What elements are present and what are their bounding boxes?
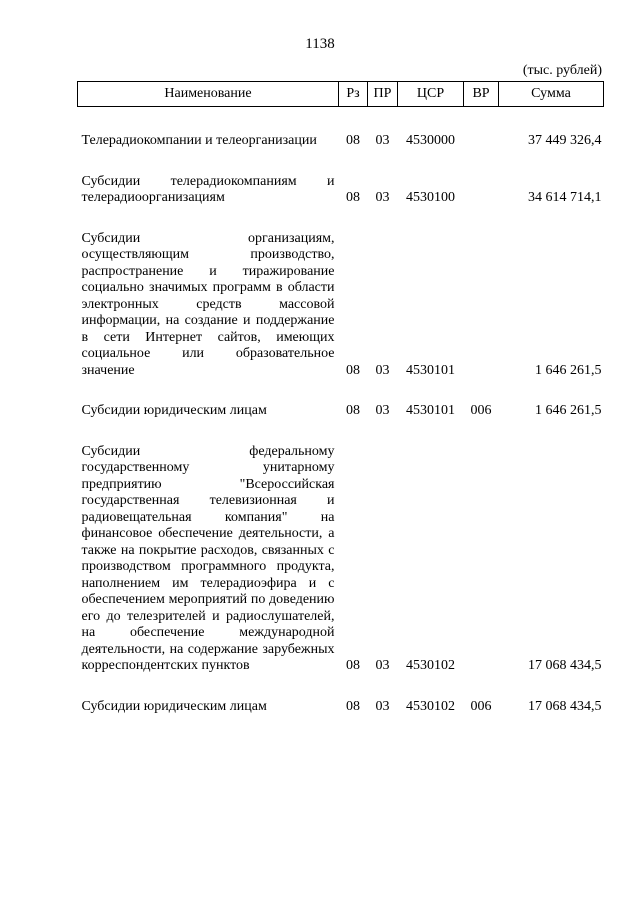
row-rz: 08	[346, 133, 360, 148]
row-rz: 08	[346, 698, 360, 714]
row-csr: 4530000	[406, 133, 455, 148]
units-label: (тыс. рублей)	[522, 63, 602, 78]
row-pr: 03	[375, 362, 390, 378]
header-sum: Сумма	[499, 82, 604, 107]
row-sum: 17 068 434,5	[528, 658, 602, 673]
row-csr: 4530100	[406, 190, 455, 205]
row-name: Телерадиокомпании и телеорганизации	[81, 133, 317, 148]
table-row	[78, 699, 604, 716]
row-pr: 03	[375, 403, 390, 418]
row-csr: 4530102	[406, 698, 455, 714]
row-vr: 006	[470, 403, 492, 418]
row-vr	[464, 133, 499, 150]
row-sum: 37 449 326,4	[528, 133, 602, 148]
row-csr: 4530102	[406, 658, 455, 673]
row-vr	[464, 444, 499, 675]
row-vr	[464, 231, 499, 380]
row-name: Субсидии организациям, осуществляющим производство, распространение и тиражирование социально значимых программ в области электронных средств массовой информации, на создание и поддержание в сети Интернет сайтов, имеющих социальное или образовательное значение	[81, 230, 335, 378]
row-rz: 08	[346, 658, 360, 673]
header-rz: Рз	[339, 82, 368, 107]
budget-table	[77, 81, 604, 715]
table-header	[78, 82, 604, 107]
row-pr: 03	[375, 658, 390, 673]
row-sum: 1 646 261,5	[535, 403, 602, 418]
row-pr: 03	[375, 698, 390, 714]
table-body	[78, 107, 604, 716]
row-csr: 4530101	[406, 362, 455, 378]
row-rz: 08	[346, 190, 360, 205]
table-row	[78, 174, 604, 207]
header-name: Наименование	[78, 82, 339, 107]
row-sum: 34 614 714,1	[528, 190, 602, 205]
row-sum: 1 646 261,5	[535, 362, 602, 378]
row-vr: 006	[470, 698, 492, 714]
row-name: Субсидии юридическим лицам	[81, 403, 267, 418]
header-vr: ВР	[464, 82, 499, 107]
row-vr	[464, 174, 499, 207]
row-csr: 4530101	[406, 403, 455, 418]
header-csr: ЦСР	[398, 82, 464, 107]
table-row	[78, 444, 604, 675]
row-pr: 03	[375, 190, 390, 205]
row-sum: 17 068 434,5	[528, 698, 602, 714]
table-row	[78, 403, 604, 420]
row-name: Субсидии телерадиокомпаниям и телерадиоорганизациям	[81, 173, 335, 205]
row-name: Субсидии юридическим лицам	[81, 698, 267, 714]
row-rz: 08	[346, 362, 360, 378]
table-row	[78, 231, 604, 380]
table-row	[78, 133, 604, 150]
row-rz: 08	[346, 403, 360, 418]
header-pr: ПР	[368, 82, 398, 107]
row-name: Субсидии федеральному государственному унитарному предприятию "Всероссийская государственная телевизионная и радиовещательная компания" на финансовое обеспечение деятельности, а также на покрытие расходов, связанных с производством программного продукта, наполнением им телерадиоэфира и с обеспечением мероприятий по доведению его до телезрителей и радиослушателей, на обеспечение международной деятельности, на содержание зарубежных корреспондентских пунктов	[81, 443, 335, 673]
row-pr: 03	[375, 133, 390, 148]
page-number: 1138	[305, 36, 335, 52]
